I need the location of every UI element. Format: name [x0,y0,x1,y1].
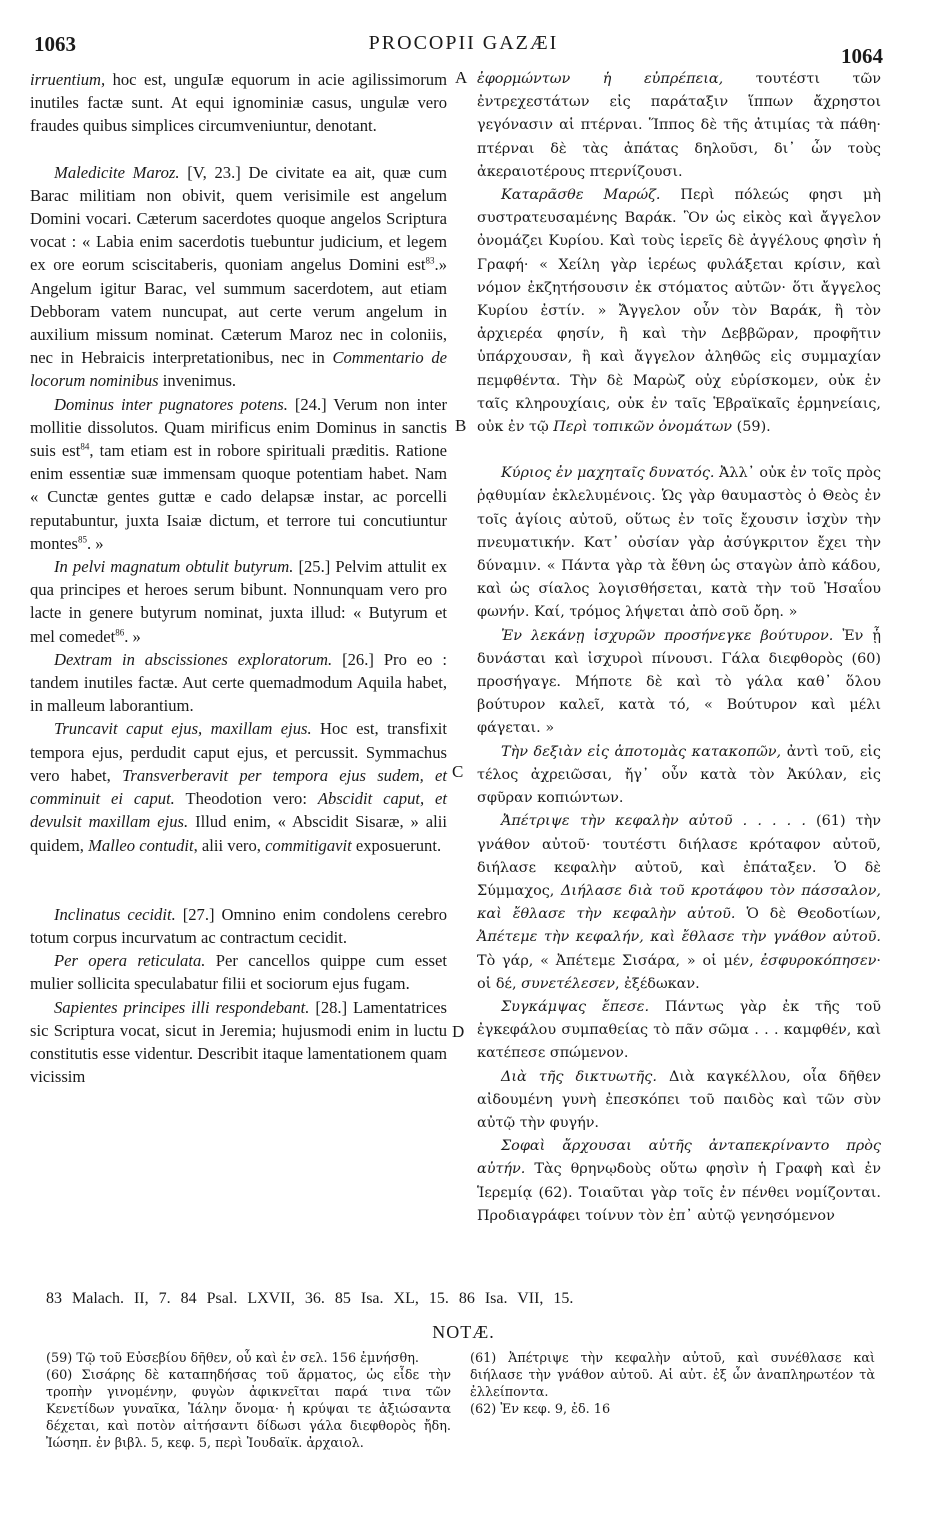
notes-right-column [470,1350,875,1418]
note-60: (60) Σισάρης δὲ καταπηδήσας τοῦ ἅρματος, ὡς εἶδε τὴν τροπὴν γινομένην, φυγὼν ἀφικνεῖται παρά τινα τῶν Κενετίδων γυναῖκα, Ἰάλην ὄνομα· ἡ κρύψαι τε ἀξιώσαντα δέχεται, καὶ ποτὸν αἰτήσαντι δίδωσι γάλα διεφθορὸς ἤδη. Ἰώσηπ. ἐν βιβλ. 5, κεφ. 5, περὶ Ἰουδαϊκ. ἀρχαιολ. [46,1368,451,1451]
greek-paragraph-4: Ἐν λεκάνῃ ἰσχυρῶν προσήνεγκε βούτυρον. Ἐν ᾗ δυνάσται καὶ ἰσχυροὶ πίνουσι. Γάλα διεφθορὸς (60) προσήγαγε. Μήποτε δὲ καὶ τὸ γάλα καθ᾽ ὅλου βούτυρον καλεῖ, κατὰ τό, « Βούτυρον καὶ μέλι φάγεται. » [477,627,881,737]
greek-paragraph-9: Σοφαὶ ἄρχουσαι αὐτῆς ἀνταπεκρίναντο πρὸς αὐτήν. Τὰς θρηνῳδοὺς οὕτω φησὶν ἡ Γραφὴ καὶ ἐν Ἱερεμίᾳ (62). Τοιαῦται γὰρ τοῖς ἐν πένθει νομίζονται. Προδιαγράφει τοίνυν τὸν ἐπ᾽ αὐτῷ γενησόμενον [477,1138,881,1224]
notes-left-column [46,1350,451,1452]
greek-paragraph-6: Ἀπέτριψε τὴν κεφαλὴν αὐτοῦ . . . . . (61) τὴν γνάθον αὐτοῦ· τουτέστι διήλασε κρόταφον αὐτοῦ, διήλασε κεφαλὴν αὐτοῦ, καὶ ἐπάταξεν. Ὁ δὲ Σύμμαχος, Διήλασε διὰ τοῦ κροτάφου τὸν πάσσαλον, καὶ ἔθλασε τὴν κεφαλὴν αὐτοῦ. Ὁ δὲ Θεοδοτίων, Ἀπέτεμε τὴν κεφαλήν, καὶ ἔθλασε τὴν γνάθον αὐτοῦ. Τὸ γάρ, « Ἀπέτεμε Σισάρα, » οἱ μέν, ἐσφυροκόπησεν· οἱ δέ, συνετέλεσεν, ἐξέδωκαν. [477,813,881,992]
greek-paragraph-2: Καταρᾶσθε Μαρώζ. Περὶ πόλεώς φησι μὴ συστρατευσαμένης Βαράκ. Ὃν ὡς εἰκὸς καὶ ἄγγελον ὀνομάζει Κυρίου. Καὶ τοὺς ἱερεῖς δὲ ἀγγέλους φησὶν ἡ Γραφή· « Χείλη γὰρ ἱερέως φυλάξεται κρίσιν, καὶ νόμον ἐκζητήσουσιν ἐκ στόματος αὐτῶν· ὅτι ἄγγελος Κυρίου ἐστίν. » Ἄγγελον οὖν τὸν Βαράκ, ἢ τὸν ἀρχιερέα φησίν, ἢ καὶ τὴν Δεββῶραν, προφῆτιν ὑπάρχουσαν, ἢ καὶ ἄγγελον ἀληθῶς εἰς συμμαχίαν πεμφθέντα. Τὴν δὲ Μαρὼζ οὐχ εὑρίσκομεν, οὐκ ἐν ταῖς κληρουχίαις, οὐκ ἐν ταῖς Ἑβραϊκαῖς ἑρμηνείαις, οὐκ ἐν τῷ Περὶ τοπικῶν ὀνομάτων (59). [477,187,881,436]
margin-mark-d: D [452,1022,465,1041]
latin-column [30,68,447,1088]
left-page-number: 1063 [34,32,76,56]
note-59: (59) Τῷ τοῦ Εὐσεβίου δῆθεν, οὗ καὶ ἐν σελ. 156 ἐμνήσθη. [46,1351,419,1366]
scripture-footnotes [46,1290,886,1308]
greek-paragraph-1: ἐφορμώντων ἡ εὐπρέπεια, τουτέστι τῶν ἐντρεχεστάτων εἰς παράταξιν ἵππων ἄχρηστοι γεγόνασιν αἱ πτέρναι. Ἵππος δὲ τῆς ἀτιμίας τὰ πάθη· πτέρναι δὲ τὰς ἀπάτας δηλοῦσι, δι᾽ ὧν τοὺς ἀκεραιοτέρους πτερνίζουσι. [477,71,882,180]
greek-paragraph-5: Τὴν δεξιὰν εἰς ἀποτομὰς κατακοπῶν, ἀντὶ τοῦ, εἰς τέλος ἀχρειῶσαι, ἤγ᾽ οὖν κατὰ τὸν Ἀκύλαν, εἰς σφῦραν κοπιώντων. [477,743,881,807]
footnote-84: 84 Psal. LXVII, 36. [180,1290,325,1307]
notes-heading: NOTÆ. [432,1322,495,1342]
greek-column [477,68,881,1228]
latin-paragraph-5: Dextram in abscissiones exploratorum. [26.] Pro eo : tandem inutiles factæ. Aut certe quemadmodum Aquila habet, in malleum laborantium. [30,649,447,716]
margin-mark-b: B [455,416,467,435]
note-62: (62) Ἐν κεφ. 9, ἐδ. 16 [470,1402,611,1417]
greek-paragraph-7: Συγκάμψας ἔπεσε. Πάντως γὰρ ἐκ τῆς τοῦ ἐγκεφάλου συμπαθείας τὸ πᾶν σῶμα . . . καμφθέν, καὶ κατέπεσε σπώμενον. [477,998,881,1062]
latin-paragraph-4: In pelvi magnatum obtulit butyrum. [25.] Pelvim attulit ex qua principes et heroes serum bibunt. Nonnunquam vero pro lacte in genere butyrum nominat, juxta illud: « Butyrum et mel comedet$^{86}$. » [30,557,447,646]
latin-paragraph-7: Inclinatus cecidit. [27.] Omnino enim condolens cerebro totum corpus incurvatum ac contractum cecidit. [30,904,447,947]
note-61: (61) Ἀπέτριψε τὴν κεφαλὴν αὐτοῦ, καὶ συνέθλασε καὶ διήλασε τὴν γνάθον αὐτοῦ. Αἱ αὐτ. ἐξ ὧν ἀναπληρωτέον τὰ ἐλλείποντα. [470,1351,875,1400]
margin-mark-a: A [455,68,468,87]
latin-paragraph-2: Maledicite Maroz. [V, 23.] De civitate ea ait, quæ cum Barac militiam non obivit, quem verisimile est angelum Domini vocari. Cæterum sacerdotes quoque angelos Scriptura vocat : « Labia enim sacerdotis tuebuntur judicium, et legem ex ore eorum sciscitaberis, quoniam angelus Domini est$^{83}$.» Angelum igitur Barac, vel summum sacerdotem, aut etiam Debboram vatem nuncupat, aut certe verum angelum in auxilium missum nominat. Cæterum Maroz nec in coloniis, nec in Hebraicis interpretationibus, nec in Commentario de locorum nominibus invenimus. [30,162,447,391]
right-page-number: 1064 [841,44,883,68]
footnote-85: 85 Isa. XL, 15. [334,1290,449,1307]
greek-paragraph-8: Διὰ τῆς δικτυωτῆς. Διὰ καγκέλλου, οἷα δῆθεν αἰδουμένη γυνὴ ἐπεσκόπει τοῦ παιδὸς καὶ τῶν σὺν αὐτῷ τὴν φυγήν. [477,1068,882,1131]
latin-paragraph-8: Per opera reticulata. Per cancellos quippe cum esset mulier sollicita speculabatur filii et sociorum ejus fugam. [30,951,447,994]
footnote-83: 83 Malach. II, 7. [46,1290,171,1307]
latin-paragraph-6: Truncavit caput ejus, maxillam ejus. Hoc est, transfixit tempora ejus, perdudit caput ejus, et percussit. Symmachus vero habet, Transverberavit per tempora ejus sudem, et comminuit ei caput. Theodotion vero: Abscidit caput, et devulsit maxillam ejus. Illud enim, « Abscidit Sisaræ, » alii quidem, Malleo contudit, alii vero, commitigavit exposuerunt. [30,719,448,855]
running-title: PROCOPII GAZÆI [368,32,559,54]
latin-paragraph-1: irruentium, hoc est, unguIæ equorum in acie agilissimorum inutiles factæ sunt. At equi ignominiæ casus, ungulæ vero fraudes quibus simplices circumveniuntur, denotant. [30,70,447,136]
latin-paragraph-3: Dominus inter pugnatores potens. [24.] Verum non inter mollitie dissolutos. Quam mirificus enim Dominus in sanctis suis est$^{84}$, tam etiam est in robore spirituali præditis. Ratione enim essentiæ suæ immensam quoque potentiam habet. Nam « Cunctæ gentes guttæ e cado delapsæ instar, ac porcelli reputabuntur, juxta Isaiæ dictum, et terrore tui concutiuntur montes$^{85}$. » [30,394,447,553]
greek-paragraph-3: Κύριος ἐν μαχηταῖς δυνατός. Ἀλλ᾽ οὐκ ἐν τοῖς πρὸς ῥᾳθυμίαν ἐκλελυμένοις. Ὡς γὰρ θαυμαστὸς ὁ Θεὸς ἐν τοῖς ἁγίοις αὐτοῦ, οὕτως ἐν τοῖς ἔχουσιν ἰσχὺν τὴν πνευματικήν. Κατ᾽ οὐσίαν γὰρ ἀσύγκριτον ἔχει τὴν δύναμιν. « Πάντα γὰρ τὰ ἔθνη ὡς σταγὼν ἀπὸ κάδου, καὶ ὡς σίαλος λογισθήσεται, κατὰ τὴν τοῦ Ἡσαΐου φωνήν. Καί, τρόμος λήψεται ἀπὸ σοῦ ὄρη. » [477,465,881,621]
margin-mark-c: C [452,762,464,781]
footnote-86: 86 Isa. VII, 15. [458,1290,574,1307]
latin-paragraph-9: Sapientes principes illi respondebant. [28.] Lamentatrices sic Scriptura vocat, sicut in Jeremia; hujusmodi enim in luctu constitutis esse videntur. Describit itaque lamentationem quam vicissim [30,997,448,1087]
